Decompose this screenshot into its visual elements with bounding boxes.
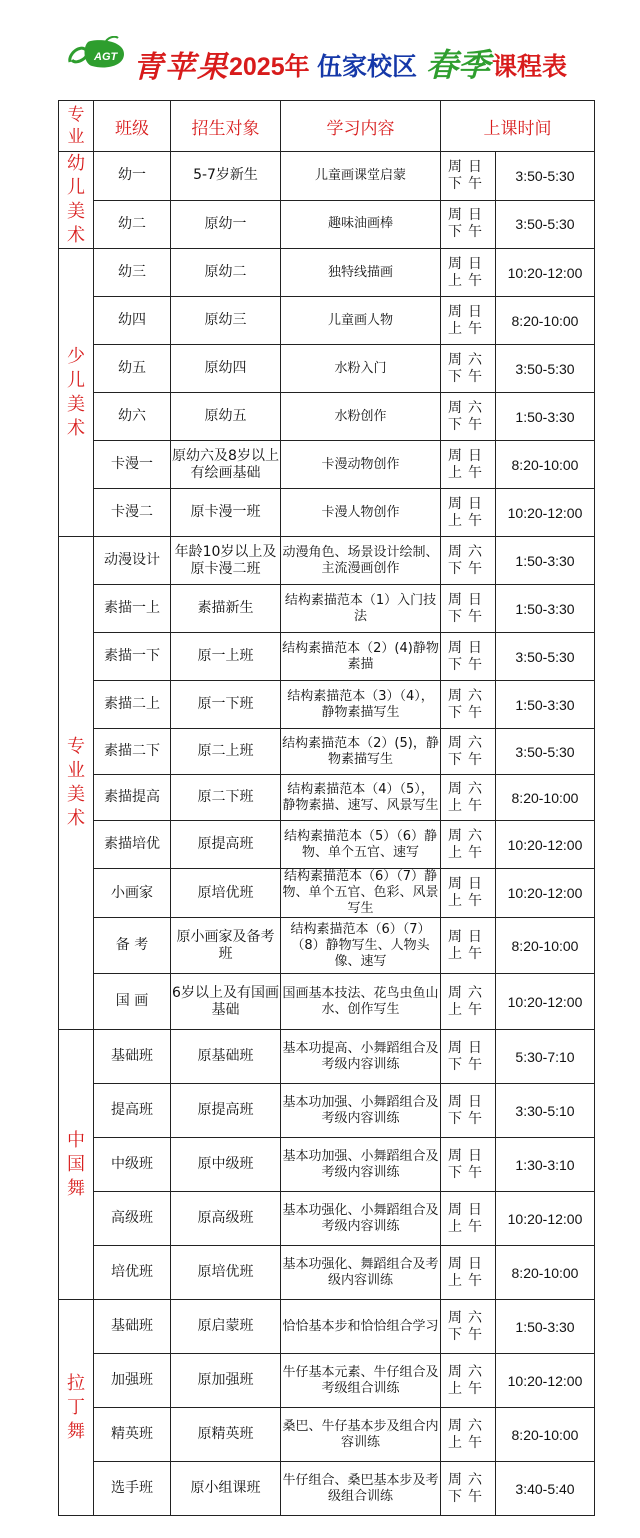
weekday-text: 周日 <box>448 1093 488 1110</box>
target-cell: 原幼五 <box>171 393 281 441</box>
day-cell <box>441 974 496 1030</box>
period-text: 下午 <box>448 1488 488 1505</box>
target-cell: 原二上班 <box>171 729 281 775</box>
weekday-text: 周日 <box>448 639 488 656</box>
weekday-text: 周日 <box>448 591 488 608</box>
period-text: 下午 <box>448 368 488 385</box>
target-cell: 素描新生 <box>171 585 281 633</box>
time-cell: 8:20-10:00 <box>496 441 595 489</box>
class-cell: 中级班 <box>94 1138 171 1192</box>
target-cell: 原幼六及8岁以上有绘画基础 <box>171 441 281 489</box>
category-cell: 拉丁舞 <box>59 1300 94 1516</box>
table-row <box>59 633 595 681</box>
title-suffix: 课程表 <box>492 52 568 81</box>
content-cell: 结构素描范本（6）（7）静物、单个五官、色彩、风景写生 <box>282 869 439 916</box>
class-cell: 提高班 <box>94 1084 171 1138</box>
day-cell <box>441 1408 496 1462</box>
target-cell: 原幼二 <box>171 249 281 297</box>
day-cell <box>441 345 496 393</box>
day-cell <box>441 1354 496 1408</box>
weekday-text: 周日 <box>448 255 488 272</box>
content-cell: 基本功加强、小舞蹈组合及考级内容训练 <box>281 1138 441 1192</box>
target-cell: 原一下班 <box>171 681 281 729</box>
content-cell: 卡漫人物创作 <box>281 489 441 537</box>
weekday-text: 周日 <box>448 158 488 175</box>
weekday-text: 周六 <box>448 827 488 844</box>
class-cell: 素描二下 <box>94 729 171 775</box>
target-cell: 原小画家及备考班 <box>171 918 281 974</box>
time-cell: 1:50-3:30 <box>496 585 595 633</box>
table-row <box>59 537 595 585</box>
class-cell: 备 考 <box>94 918 171 974</box>
period-text: 上午 <box>448 1001 488 1018</box>
day-cell <box>441 537 496 585</box>
weekday-text: 周六 <box>448 543 488 560</box>
day-cell <box>441 633 496 681</box>
target-cell: 原基础班 <box>171 1030 281 1084</box>
day-cell <box>441 1138 496 1192</box>
time-cell: 3:50-5:30 <box>496 633 595 681</box>
period-text: 上午 <box>448 1272 488 1289</box>
table-header-row <box>59 101 595 152</box>
target-cell: 原一上班 <box>171 633 281 681</box>
weekday-text: 周日 <box>448 928 488 945</box>
table-row <box>59 1030 595 1084</box>
content-cell: 牛仔组合、桑巴基本步及考级组合训练 <box>281 1462 441 1516</box>
target-cell: 原培优班 <box>171 869 281 918</box>
period-text: 上午 <box>448 320 488 337</box>
period-text: 下午 <box>448 1164 488 1181</box>
period-text: 下午 <box>448 751 488 768</box>
class-cell: 幼六 <box>94 393 171 441</box>
table-row <box>59 821 595 869</box>
header-content: 学习内容 <box>281 101 441 152</box>
day-cell <box>441 729 496 775</box>
target-cell: 原启蒙班 <box>171 1300 281 1354</box>
period-text: 上午 <box>448 945 488 962</box>
content-cell: 卡漫动物创作 <box>281 441 441 489</box>
class-cell: 素描一上 <box>94 585 171 633</box>
class-cell: 卡漫二 <box>94 489 171 537</box>
weekday-text: 周日 <box>448 1201 488 1218</box>
period-text: 上午 <box>448 893 488 909</box>
time-cell: 3:50-5:30 <box>496 345 595 393</box>
day-cell <box>441 821 496 869</box>
class-cell: 幼二 <box>94 200 171 249</box>
target-cell: 原高级班 <box>171 1192 281 1246</box>
class-cell: 幼四 <box>94 297 171 345</box>
weekday-text: 周六 <box>448 687 488 704</box>
content-cell: 基本功强化、舞蹈组合及考级内容训练 <box>281 1246 441 1300</box>
weekday-text: 周六 <box>448 780 488 797</box>
content-cell: 基本功提高、小舞蹈组合及考级内容训练 <box>281 1030 441 1084</box>
time-cell: 8:20-10:00 <box>496 775 595 821</box>
table-row <box>59 1084 595 1138</box>
target-cell: 年龄10岁以上及原卡漫二班 <box>171 537 281 585</box>
day-cell <box>441 1246 496 1300</box>
time-cell: 10:20-12:00 <box>496 974 595 1030</box>
time-cell: 3:50-5:30 <box>496 152 595 201</box>
day-cell <box>441 681 496 729</box>
class-cell: 基础班 <box>94 1300 171 1354</box>
weekday-text: 周六 <box>448 1363 488 1380</box>
table-row <box>59 729 595 775</box>
day-cell <box>441 585 496 633</box>
day-cell <box>441 1462 496 1516</box>
class-cell: 小画家 <box>94 869 171 918</box>
table-row <box>59 152 595 201</box>
content-cell: 结构素描范本（4）（5），静物素描、速写、风景写生 <box>281 775 441 821</box>
content-cell: 水粉创作 <box>281 393 441 441</box>
content-cell: 水粉入门 <box>281 345 441 393</box>
header-target: 招生对象 <box>171 101 281 152</box>
class-cell: 高级班 <box>94 1192 171 1246</box>
period-text: 下午 <box>448 1056 488 1073</box>
content-cell: 结构素描范本（6）（7）（8）静物写生、人物头像、速写 <box>281 918 441 974</box>
content-cell: 结构素描范本（5）（6）静物、单个五官、速写 <box>281 821 441 869</box>
content-cell: 趣味油画棒 <box>281 200 441 249</box>
period-text: 下午 <box>448 608 488 625</box>
time-cell: 1:30-3:10 <box>496 1138 595 1192</box>
time-cell: 8:20-10:00 <box>496 1408 595 1462</box>
time-cell: 10:20-12:00 <box>496 821 595 869</box>
content-cell: 恰恰基本步和恰恰组合学习 <box>281 1300 441 1354</box>
category-cell: 专业美术 <box>59 537 94 1030</box>
time-cell: 8:20-10:00 <box>496 297 595 345</box>
class-cell: 幼五 <box>94 345 171 393</box>
header-class: 班级 <box>94 101 171 152</box>
day-cell <box>441 393 496 441</box>
content-cell: 国画基本技法、花鸟虫鱼山水、创作写生 <box>281 974 441 1030</box>
time-cell: 1:50-3:30 <box>496 537 595 585</box>
header-time: 上课时间 <box>441 101 595 152</box>
period-text: 上午 <box>448 1380 488 1397</box>
content-cell: 桑巴、牛仔基本步及组合内容训练 <box>281 1408 441 1462</box>
table-row <box>59 1246 595 1300</box>
time-cell: 10:20-12:00 <box>496 1354 595 1408</box>
schedule-table <box>58 100 595 1516</box>
period-text: 下午 <box>448 224 488 241</box>
target-cell: 原幼四 <box>171 345 281 393</box>
target-cell: 原幼一 <box>171 200 281 249</box>
page-header <box>0 0 640 100</box>
table-row <box>59 489 595 537</box>
time-cell: 10:20-12:00 <box>496 249 595 297</box>
time-cell: 10:20-12:00 <box>496 869 595 918</box>
day-cell <box>441 1030 496 1084</box>
period-text: 上午 <box>448 797 488 814</box>
day-cell <box>441 249 496 297</box>
period-text: 下午 <box>448 704 488 721</box>
weekday-text: 周日 <box>448 495 488 512</box>
period-text: 下午 <box>448 1110 488 1127</box>
target-cell: 原加强班 <box>171 1354 281 1408</box>
weekday-text: 周日 <box>448 303 488 320</box>
target-cell: 原二下班 <box>171 775 281 821</box>
day-cell <box>441 297 496 345</box>
target-cell: 原卡漫一班 <box>171 489 281 537</box>
day-cell <box>441 1192 496 1246</box>
class-cell: 素描一下 <box>94 633 171 681</box>
period-text: 上午 <box>448 464 488 481</box>
weekday-text: 周六 <box>448 351 488 368</box>
table-row <box>59 345 595 393</box>
category-cell: 幼儿美术 <box>59 152 94 249</box>
content-cell: 结构素描范本（1）入门技法 <box>281 585 441 633</box>
category-cell: 中国舞 <box>59 1030 94 1300</box>
brand-name: 青苹果 <box>133 50 229 85</box>
time-cell: 10:20-12:00 <box>496 1192 595 1246</box>
apple-logo-icon <box>66 36 130 70</box>
time-cell: 1:50-3:30 <box>496 1300 595 1354</box>
time-cell: 8:20-10:00 <box>496 918 595 974</box>
class-cell: 幼三 <box>94 249 171 297</box>
day-cell <box>441 1084 496 1138</box>
content-cell: 动漫角色、场景设计绘制、主流漫画创作 <box>281 537 441 585</box>
period-text: 下午 <box>448 656 488 673</box>
weekday-text: 周日 <box>448 1039 488 1056</box>
table-row <box>59 393 595 441</box>
weekday-text: 周六 <box>448 984 488 1001</box>
table-row <box>59 1354 595 1408</box>
target-cell: 原精英班 <box>171 1408 281 1462</box>
table-row <box>59 441 595 489</box>
day-cell <box>441 1300 496 1354</box>
content-cell: 结构素描范本（3）（4），静物素描写生 <box>281 681 441 729</box>
table-row <box>59 974 595 1030</box>
table-row <box>59 775 595 821</box>
class-cell: 精英班 <box>94 1408 171 1462</box>
time-cell: 8:20-10:00 <box>496 1246 595 1300</box>
table-row <box>59 1192 595 1246</box>
table-row <box>59 249 595 297</box>
time-cell: 5:30-7:10 <box>496 1030 595 1084</box>
class-cell: 素描培优 <box>94 821 171 869</box>
period-text: 下午 <box>448 560 488 577</box>
target-cell: 6岁以上及有国画基础 <box>171 974 281 1030</box>
logo-text: AGT <box>94 51 118 63</box>
table-row <box>59 869 595 918</box>
target-cell: 原培优班 <box>171 1246 281 1300</box>
time-cell: 10:20-12:00 <box>496 489 595 537</box>
table-row <box>59 297 595 345</box>
weekday-text: 周日 <box>448 1147 488 1164</box>
period-text: 下午 <box>448 416 488 433</box>
target-cell: 原中级班 <box>171 1138 281 1192</box>
day-cell <box>441 918 496 974</box>
table-row <box>59 1138 595 1192</box>
class-cell: 动漫设计 <box>94 537 171 585</box>
table-row <box>59 1462 595 1516</box>
content-cell: 儿童画人物 <box>281 297 441 345</box>
title-season: 春季 <box>426 46 491 84</box>
day-cell <box>441 775 496 821</box>
weekday-text: 周日 <box>448 876 488 892</box>
content-cell: 牛仔基本元素、牛仔组合及考级组合训练 <box>281 1354 441 1408</box>
weekday-text: 周日 <box>448 207 488 224</box>
period-text: 上午 <box>448 1218 488 1235</box>
weekday-text: 周六 <box>448 1417 488 1434</box>
day-cell <box>441 200 496 249</box>
target-cell: 原幼三 <box>171 297 281 345</box>
class-cell: 卡漫一 <box>94 441 171 489</box>
class-cell: 幼一 <box>94 152 171 201</box>
table-row <box>59 918 595 974</box>
content-cell: 基本功强化、小舞蹈组合及考级内容训练 <box>281 1192 441 1246</box>
table-row <box>59 585 595 633</box>
period-text: 上午 <box>448 844 488 861</box>
weekday-text: 周六 <box>448 734 488 751</box>
class-cell: 素描提高 <box>94 775 171 821</box>
table-row <box>59 1300 595 1354</box>
category-cell: 少儿美术 <box>59 249 94 537</box>
time-cell: 3:50-5:30 <box>496 200 595 249</box>
content-cell: 结构素描范本（2）(5)，静物素描写生 <box>281 729 441 775</box>
weekday-text: 周六 <box>448 1309 488 1326</box>
period-text: 下午 <box>448 1326 488 1343</box>
time-cell: 3:40-5:40 <box>496 1462 595 1516</box>
day-cell <box>441 441 496 489</box>
weekday-text: 周六 <box>448 1471 488 1488</box>
weekday-text: 周日 <box>448 1255 488 1272</box>
content-cell: 结构素描范本（2）(4)静物素描 <box>281 633 441 681</box>
content-cell: 独特线描画 <box>281 249 441 297</box>
class-cell: 加强班 <box>94 1354 171 1408</box>
day-cell <box>441 152 496 201</box>
content-cell: 儿童画课堂启蒙 <box>281 152 441 201</box>
period-text: 下午 <box>448 175 488 192</box>
title-year: 2025年 <box>229 53 310 81</box>
class-cell: 培优班 <box>94 1246 171 1300</box>
target-cell: 原提高班 <box>171 1084 281 1138</box>
table-row <box>59 200 595 249</box>
class-cell: 选手班 <box>94 1462 171 1516</box>
day-cell <box>441 489 496 537</box>
target-cell: 原提高班 <box>171 821 281 869</box>
header-major: 专业 <box>59 101 94 152</box>
title-campus: 伍家校区 <box>317 52 418 81</box>
target-cell: 5-7岁新生 <box>171 152 281 201</box>
class-cell: 国 画 <box>94 974 171 1030</box>
period-text: 上午 <box>448 1434 488 1451</box>
period-text: 上午 <box>448 512 488 529</box>
weekday-text: 周日 <box>448 447 488 464</box>
table-row <box>59 1408 595 1462</box>
time-cell: 3:50-5:30 <box>496 729 595 775</box>
day-cell <box>441 869 496 918</box>
target-cell: 原小组课班 <box>171 1462 281 1516</box>
time-cell: 1:50-3:30 <box>496 393 595 441</box>
weekday-text: 周六 <box>448 399 488 416</box>
content-cell: 基本功加强、小舞蹈组合及考级内容训练 <box>281 1084 441 1138</box>
class-cell: 基础班 <box>94 1030 171 1084</box>
class-cell: 素描二上 <box>94 681 171 729</box>
period-text: 上午 <box>448 272 488 289</box>
time-cell: 3:30-5:10 <box>496 1084 595 1138</box>
time-cell: 1:50-3:30 <box>496 681 595 729</box>
table-row <box>59 681 595 729</box>
